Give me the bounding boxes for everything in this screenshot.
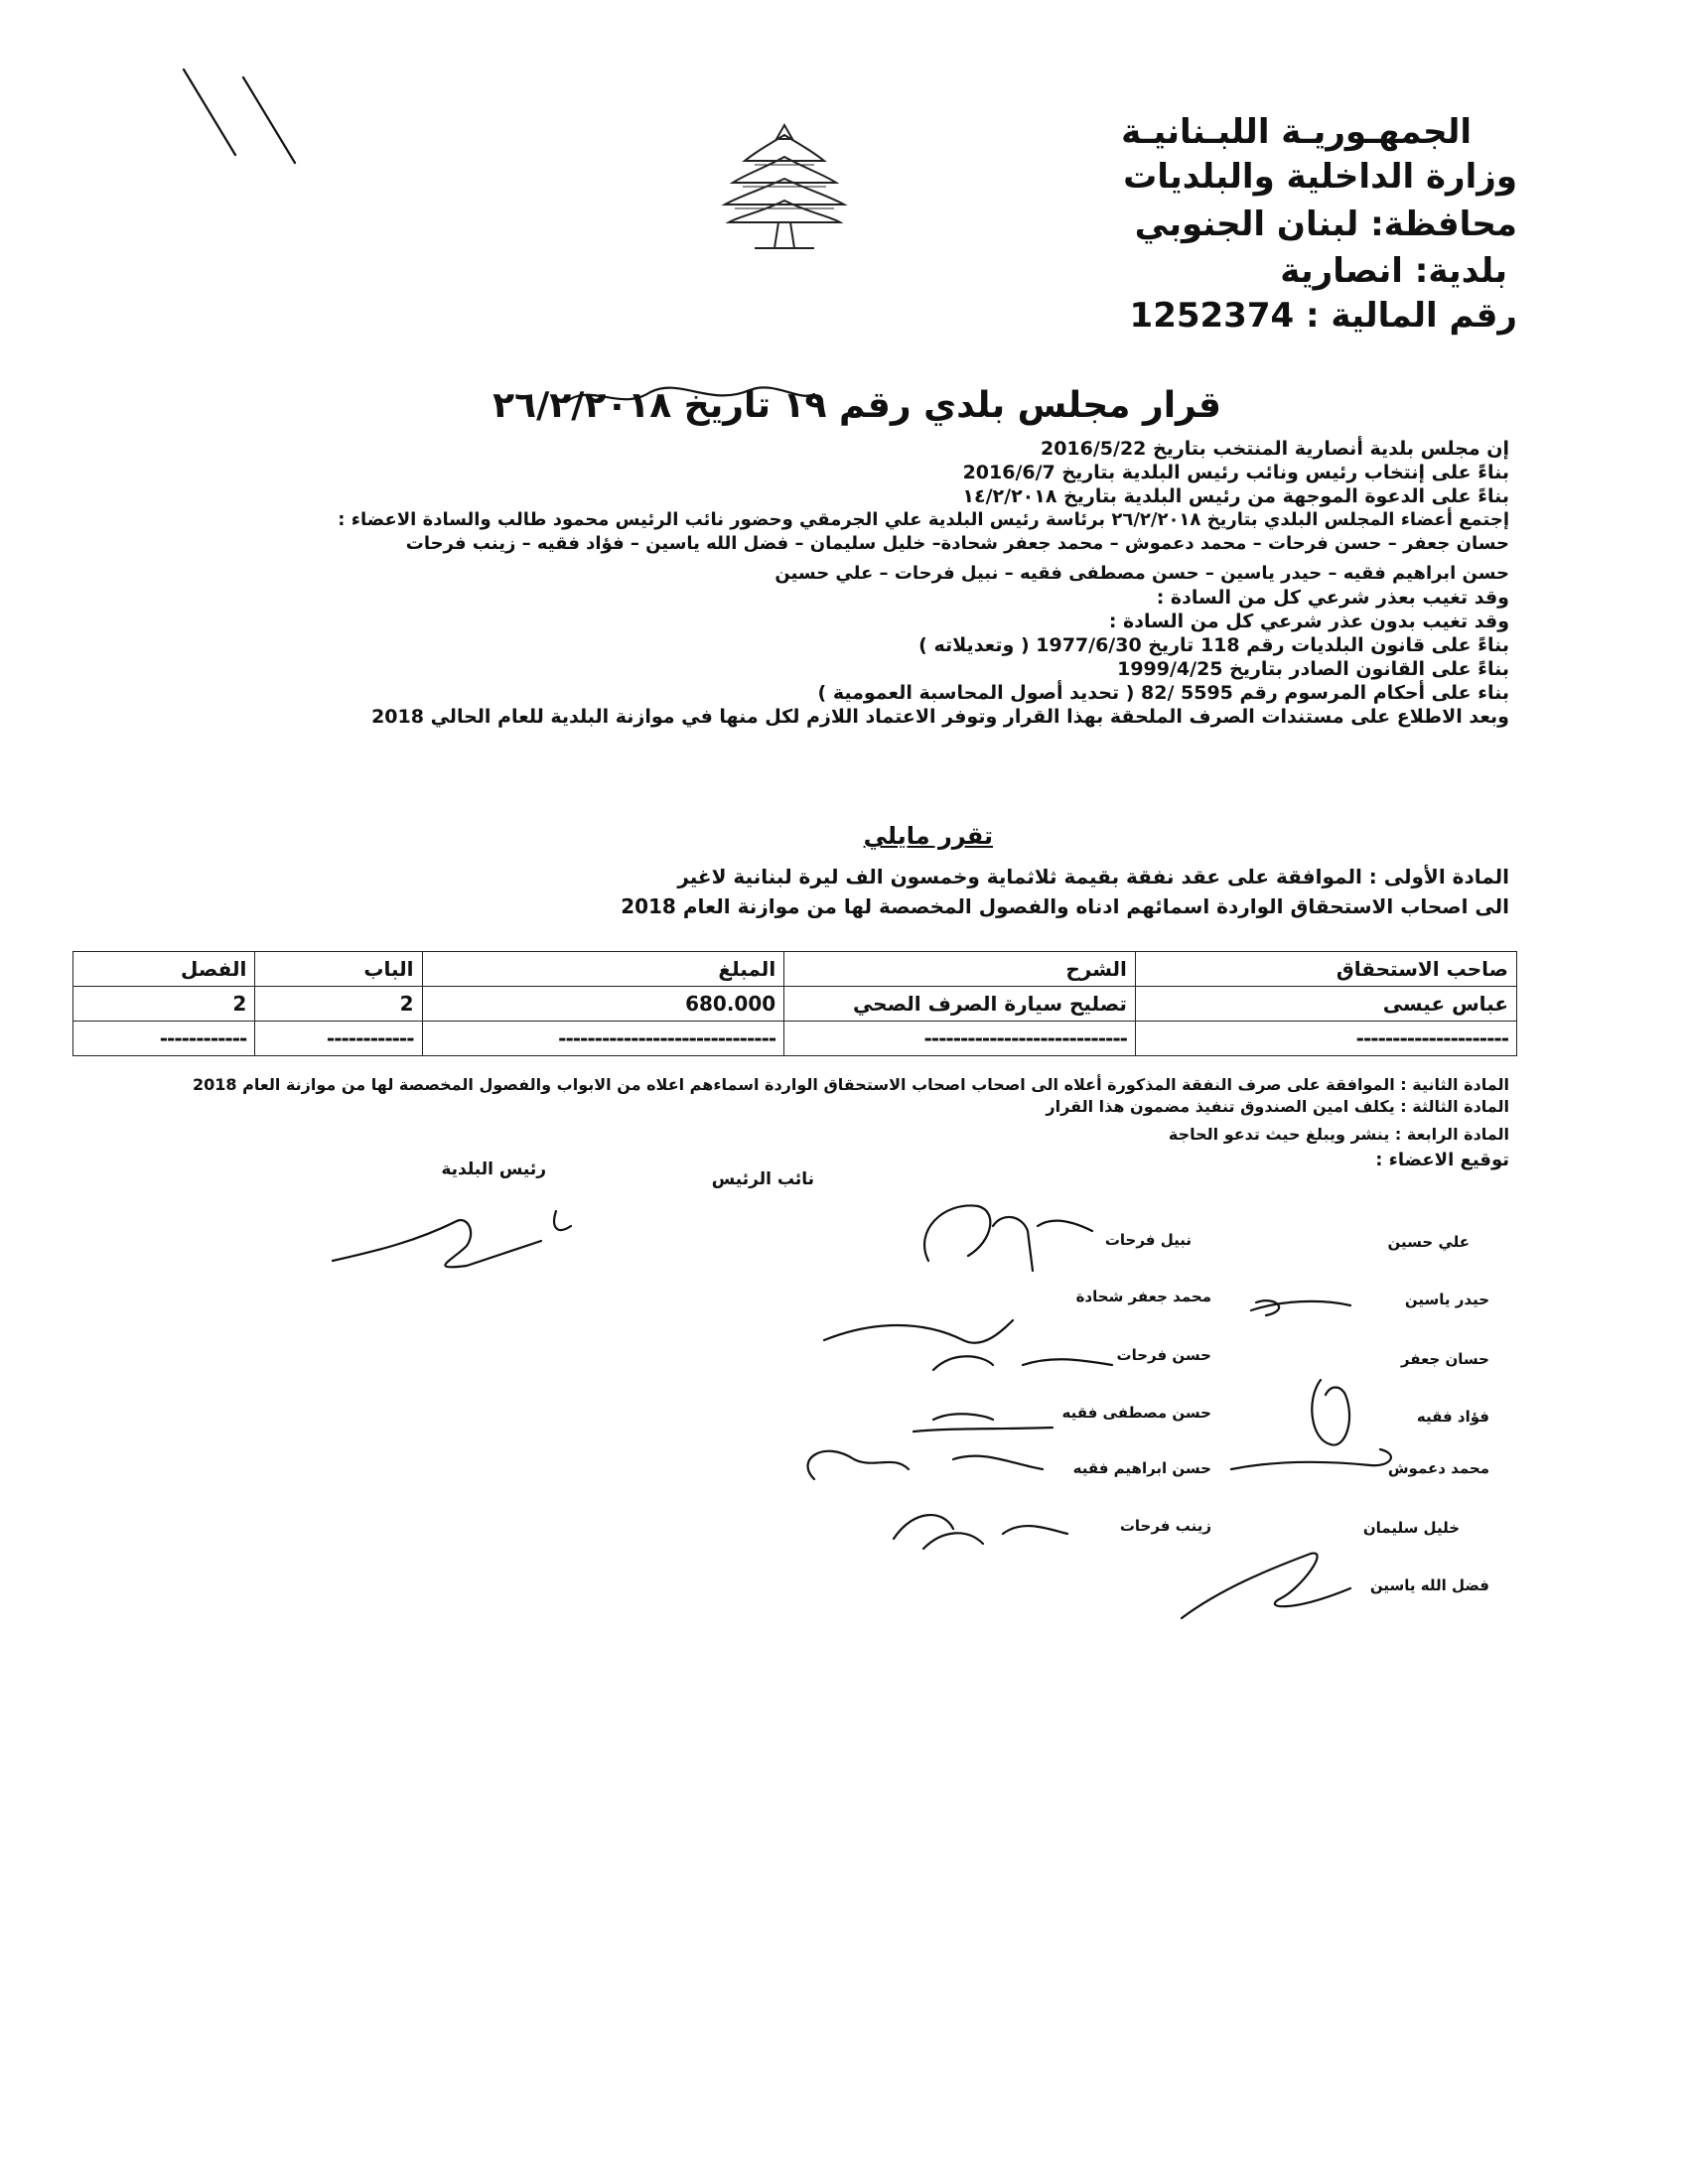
body-line-9: بناءً على قانون البلديات رقم 118 تاريخ 1977/6/30 ( وتعديلاته ) — [918, 634, 1509, 656]
vice-president-label: نائب الرئيس — [711, 1169, 814, 1189]
decision-title: قرار مجلس بلدي رقم ١٩ تاريخ ٢٦/٢/٢٠١٨ — [492, 385, 1221, 426]
member-hassan-mustafa-fakih: حسن مصطفى فقيه — [1061, 1404, 1211, 1422]
body-line-11: بناء على أحكام المرسوم رقم 5595 /82 ( تحديد أصول المحاسبة العمومية ) — [817, 682, 1509, 704]
member-hassan-farhat: حسن فرحات — [1116, 1346, 1211, 1364]
body-line-10: بناءً على القانون الصادر بتاريخ 1999/4/25 — [1117, 658, 1509, 680]
article-4: المادة الرابعة : ينشر ويبلغ حيث تدعو الحاجة — [1168, 1125, 1509, 1144]
corner-slash-marks — [174, 60, 313, 169]
signature-haidar-yassin — [1251, 1300, 1350, 1315]
member-khalil-suleiman: خليل سليمان — [1362, 1519, 1460, 1537]
header-country: الجمهـوريـة اللبـنانيـة — [1121, 112, 1472, 152]
expense-table — [72, 951, 1517, 1056]
signatures-label: توقيع الاعضاء : — [1375, 1150, 1509, 1170]
table-row — [73, 987, 1517, 1022]
member-zeinab-farhat: زينب فرحات — [1119, 1517, 1211, 1535]
header-ministry: وزارة الداخلية والبلديات — [1123, 157, 1517, 197]
cell-section: 2 — [73, 987, 255, 1022]
member-hassan-ibrahim-fakih: حسن ابراهيم فقيه — [1072, 1459, 1211, 1477]
body-line-5: حسان جعفر – حسن فرحات – محمد دعموش – محمد جعفر شحادة– خليل سليمان – فضل الله ياسين – فؤاد فقيه – زينب فرحات — [405, 533, 1509, 554]
table-dash-row — [73, 1022, 1517, 1056]
article-1-line-1: المادة الأولى : الموافقة على عقد نفقة بقيمة ثلاثماية وخمسون الف ليرة لبنانية لاغير — [677, 865, 1509, 888]
body-line-8: وقد تغيب بدون عذر شرعي كل من السادة : — [1108, 611, 1509, 632]
body-line-2: بناءً على إنتخاب رئيس ونائب رئيس البلدية بتاريخ 2016/6/7 — [962, 462, 1509, 483]
header-governorate: محافظة: لبنان الجنوبي — [1134, 205, 1517, 244]
signature-hassan-farhat — [824, 1320, 1112, 1370]
signature-strokes — [0, 1171, 1688, 1628]
header-beneficiary: صاحب الاستحقاق — [1135, 952, 1516, 987]
article-2: المادة الثانية : الموافقة على صرف النفقة المذكورة أعلاه الى اصحاب اصحاب الاستحقاق الواردة اسماءهم اعلاه من الابواب والفصول المخصصة لها من موازنة العام 2018 — [193, 1075, 1509, 1094]
cell-amount: 680.000 — [422, 987, 784, 1022]
dash-section: ------------ — [73, 1022, 255, 1056]
article-1-line-2: الى اصحاب الاستحقاق الواردة اسمائهم ادناه والفصول المخصصة لها من موازنة العام 2018 — [621, 894, 1509, 918]
signature-hassan-ibrahim-fakih — [808, 1451, 1043, 1479]
title-handwriting-mark — [561, 372, 819, 422]
dash-description: ---------------------------- — [784, 1022, 1136, 1056]
header-finance-number: رقم المالية : 1252374 — [1129, 296, 1517, 336]
body-line-4: إجتمع أعضاء المجلس البلدي بتاريخ ٢٦/٢/٢٠١٨ برئاسة رئيس البلدية علي الجرمقي وحضور نائب الرئيس محمود طالب والسادة الاعضاء : — [338, 509, 1509, 530]
header-section: الفصل — [73, 952, 255, 987]
cell-beneficiary: عباس عيسى — [1135, 987, 1516, 1022]
signature-hassan-mustafa-fakih — [914, 1414, 1053, 1432]
member-ali-hussein: علي حسين — [1387, 1233, 1470, 1251]
member-haidar-yassin: حيدر ياسين — [1404, 1291, 1489, 1308]
body-line-7: وقد تغيب بعذر شرعي كل من السادة : — [1156, 587, 1509, 609]
body-line-12: وبعد الاطلاع على مستندات الصرف الملحقة بهذا القرار وتوفر الاعتماد اللازم لكل منها في موازنة البلدية للعام الحالي 2018 — [371, 706, 1509, 728]
table-header-row — [73, 952, 1517, 987]
signature-zeinab-farhat — [894, 1515, 1067, 1549]
header-amount: المبلغ — [422, 952, 784, 987]
member-hassan-jaafar: حسان جعفر — [1400, 1350, 1489, 1368]
dash-beneficiary: --------------------- — [1135, 1022, 1516, 1056]
body-line-1: إن مجلس بلدية أنصارية المنتخب بتاريخ 2016/5/22 — [1040, 438, 1509, 460]
cell-description: تصليح سيارة الصرف الصحي — [784, 987, 1136, 1022]
article-3: المادة الثالثة : يكلف امين الصندوق تنفيذ مضمون هذا القرار — [1046, 1097, 1509, 1116]
decides-heading: تقرر مايلي — [863, 822, 993, 850]
member-mohammad-jaafar-shehadeh: محمد جعفر شحادة — [1075, 1288, 1211, 1305]
header-chapter: الباب — [255, 952, 422, 987]
dash-chapter: ------------ — [255, 1022, 422, 1056]
signature-nabil-farhat — [924, 1205, 1092, 1271]
member-nabil-farhat: نبيل فرحات — [1104, 1231, 1192, 1249]
signature-fadlallah-yassin — [1182, 1554, 1350, 1618]
header-description: الشرح — [784, 952, 1136, 987]
member-mohammad-daamoush: محمد دعموش — [1387, 1459, 1489, 1477]
signature-mohammad-daamoush — [1231, 1449, 1391, 1469]
member-fadlallah-yassin: فضل الله ياسين — [1369, 1576, 1489, 1594]
body-line-6: حسن ابراهيم فقيه – حيدر ياسين – حسن مصطفى فقيه – نبيل فرحات – علي حسين — [774, 563, 1509, 584]
dash-amount: ------------------------------ — [422, 1022, 784, 1056]
member-fouad-fakih: فؤاد فقيه — [1416, 1408, 1489, 1426]
president-label: رئيس البلدية — [441, 1160, 546, 1179]
cell-chapter: 2 — [255, 987, 422, 1022]
body-line-3: بناءً على الدعوة الموجهة من رئيس البلدية بتاريخ ١٤/٢/٢٠١٨ — [962, 485, 1509, 507]
signature-fouad-fakih — [1312, 1380, 1349, 1445]
president-signature — [333, 1220, 541, 1267]
lebanese-cedar-icon — [715, 117, 854, 256]
header-municipality: بلدية: انصارية — [1280, 251, 1507, 291]
